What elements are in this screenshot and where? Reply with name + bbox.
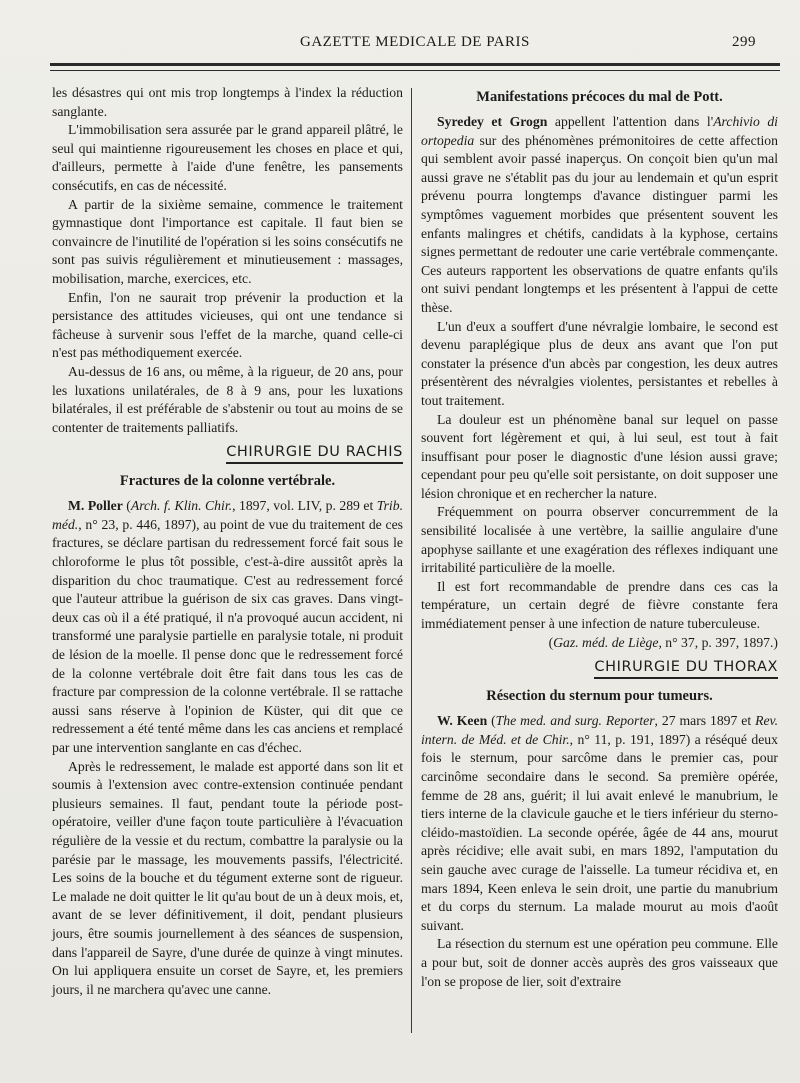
paragraph: Au-dessus de 16 ans, ou même, à la rigueur, de 20 ans, pour les luxations unilatérales, de 8 à 9 ans, pour les luxations bilatérales, il est préférable de s'abstenir ou tout au moins de se contenter de traitements palliatifs. — [52, 363, 403, 435]
citation-text: , n° 37, p. 397, 1897.) — [658, 634, 778, 650]
left-column — [52, 84, 403, 999]
paragraph: La douleur est un phénomène banal sur lequel on passe souvent fort légèrement et qui, à lui seul, est tout à fait insuffisant pour poser le diagnostic d'une lésion aussi grave; cependant pour peu qu'elle soit persistante, on doit supposer une lésion chronique et en rechercher la nature. — [421, 411, 778, 501]
citation-text: , 1897, vol. LIV, p. 289 et — [232, 498, 377, 514]
paragraph: Il est fort recommandable de prendre dans ces cas la température, un certain degré de fièvre constante fera immédiatement penser à une infection de nature tuberculeuse. — [421, 578, 778, 632]
header-rule-thin — [50, 70, 780, 71]
journal-citation: Archivio di ortopedia — [421, 114, 778, 148]
page-number: 299 — [732, 34, 756, 50]
paragraph: les désastres qui ont mis trop longtemps à l'index la réduction sanglante. — [52, 85, 403, 119]
paragraph: Fréquemment on pourra observer concurremment de la sensibilité localisée à une vertèbre, la saillie angulaire d'une apophyse saillante et une exagération des réflexes indiquant une irritabilité particulière de la moelle. — [421, 504, 778, 576]
section-heading-rachis: CHIRURGIE DU RACHIS — [226, 443, 403, 464]
body-text: sur des phénomènes prémonitoires de cette affection qui semblent avoir passé inaperçus. On conçoit bien qu'un mal aussi grave ne s'établit pas du jour au lendemain et qu'un esprit prévenu pourra longtemps d'avance distinguer parmi les symptômes vaguement morbides que présentent souvent les enfants malingres et chétifs, candidats à la kyphose, certains signes permettant de redouter une carie vertébrale commençante. Ces auteurs rapportent les observations de quatre enfants qu'ils ont suivi pendant longtemps et les présentent à l'appui de cette thèse. — [421, 132, 778, 315]
paragraph: Enfin, l'on ne saurait trop prévenir la production et la persistance des attitudes vicieuses, qui ont une tendance si fâcheuse à survenir sous l'effet de la marche, quand celle-ci n'est pas méthodiquement exercée. — [52, 289, 403, 361]
journal-citation: The med. and surg. Reporter — [495, 713, 655, 729]
citation-text: , 27 mars 1897 et — [654, 713, 756, 729]
running-head — [0, 34, 800, 56]
journal-citation: Gaz. méd. de Liège — [553, 634, 659, 650]
journal-title: GAZETTE MEDICALE DE PARIS — [300, 34, 530, 50]
journal-citation: Arch. f. Klin. Chir. — [130, 498, 233, 514]
author-name: M. Poller — [68, 498, 123, 514]
author-name: Syredey et Grogn — [437, 114, 548, 129]
journal-citation: Rev. intern. de Méd. et de Chir. — [421, 713, 778, 747]
paragraph-keen: W. Keen (The med. and surg. Reporter, 27 mars 1897 et Rev. intern. de Méd. et de Chir., n° 11, p. 191, 1897) a réséqué deux fois le sternum, pour sarcôme dans le premier cas, pour carcinôme secondaire dans le second. Sa première opérée, femme de 28 ans, guérit; il lui avait enlevé le manubrium, le tiers interne de la clavicule gauche et le tiers inférieur du sterno-cléido-mastoïdien. La seconde opérée, âgée de 44 ans, mourut après récidive; elle avait subi, en mars 1892, l'amputation du sein gauche avec curage de l'aisselle. La tumeur récidiva et, en mars 1894, Keen enleva le sein droit, une partie du manubrium et du corps du sternum. La malade mourut au mois d'août suivant. — [421, 713, 778, 933]
section-heading-wrap — [421, 658, 778, 679]
paragraph-poller: M. Poller (Arch. f. Klin. Chir., 1897, vol. LIV, p. 289 et Trib. méd., n° 23, p. 446, 1897), au point de vue du traitement de ces fractures, se déclare partisan du redressement forcé fait sous le chloroforme le plus tôt possible, c'est-à-dire aussitôt après la disparition du choc traumatique. C'est au redressement forcé que l'auteur attribue la guérison de six cas graves. Dans vingt-deux cas où il a été pratiqué, il n'a provoqué aucun accident, ni transformé une paralysie partielle en paralysie totale, ni produit de lésion de la moelle. Il pense donc que le redressement forcé de la colonne vertébrale doit être fait dans tous les cas de fracture par compression de la colonne vertébrale. Il se rattache aussi sans réserve à l'opinion de Küster, qui dit que ce redressement a été tenté même dans les cas anciens et remplacé par une intervention sanglante en cas d'échec. — [52, 498, 403, 755]
header-rule-thick — [50, 63, 780, 66]
paragraph: Après le redressement, le malade est apporté dans son lit et soumis à l'extension avec contre-extension continuée pendant plusieurs semaines. Il faut, pendant toute la période post-opératoire, veiller d'une façon toute particulière à l'évacuation régulière de la vessie et du rectum, combattre la paralysie ou la parésie par le massage, les mouvements passifs, l'électricité. Les soins de la bouche et du tégument externe sont de rigueur. Le malade ne doit quitter le lit qu'au bout de un à deux mois, et, avant de se lever définitivement, il doit, pendant plusieurs jours, être soumis journellement à des séances de suspension, dans l'appareil de Sayre, d'une durée de quinze à vingt minutes. On lui appliquera ensuite un corset de Sayre, et, les premiers jours, il ne marchera qu'avec une canne. — [52, 758, 403, 997]
journal-citation: Trib. méd. — [52, 498, 403, 532]
article-heading-fractures: Fractures de la colonne vertébrale. — [119, 473, 336, 490]
article-heading-pott: Manifestations précoces du mal de Pott. — [476, 89, 723, 105]
reference-line: (Gaz. méd. de Liège, n° 37, p. 397, 1897.) — [548, 634, 778, 650]
section-heading-thorax: CHIRURGIE DU THORAX — [594, 658, 778, 679]
paragraph: A partir de la sixième semaine, commence le traitement gymnastique dont l'importance est capitale. Il faut bien se convaincre de l'inutilité de l'opération si les soins consécutifs ne sont pas suivis régulièrement et minutieusement : massages, mobilisation, marche, exercices, etc. — [52, 196, 403, 286]
right-column — [421, 84, 778, 991]
paragraph: La résection du sternum est une opération peu commune. Elle a pour but, soit de donner accès auprès des gros vaisseaux que l'on se propose de lier, soit d'extraire — [421, 936, 778, 989]
body-text: , n° 11, p. 191, 1897) a réséqué deux fois le sternum, pour sarcôme dans le premier cas, pour carcinôme secondaire dans le second. Sa première opérée, femme de 28 ans, guérit; il lui avait enlevé le manubrium, le tiers interne de la clavicule gauche et le tiers inférieur du sterno-cléido-mastoïdien. La seconde opérée, âgée de 44 ans, mourut après récidive; elle avait subi, en mars 1892, l'amputation du sein gauche avec curage de l'aisselle. La tumeur récidiva et, en mars 1894, Keen enleva le sein droit, une partie du manubrium et du corps du sternum. La malade mourut au mois d'août suivant. — [421, 731, 778, 933]
article-heading-sternum: Résection du sternum pour tumeurs. — [486, 688, 713, 705]
paragraph-syredey — [421, 113, 778, 318]
author-name: W. Keen — [437, 713, 488, 729]
paragraph: L'immobilisation sera assurée par le grand appareil plâtré, le seul qui maintienne rigoureusement les choses en place et qui, d'ailleurs, permette à l'aide d'une fenêtre, les pansements consécutifs, en cas de nécessité. — [52, 122, 403, 193]
column-divider — [411, 88, 412, 1033]
section-heading-wrap — [52, 443, 403, 464]
body-text: , n° 23, p. 446, 1897), au point de vue du traitement de ces fractures, se déclare partisan du redressement forcé fait sous le chloroforme le plus tôt possible, c'est-à-dire aussitôt après la disparition du choc traumatique. C'est au redressement forcé que l'auteur attribue la guérison de six cas graves. Dans vingt-deux cas où il a été pratiqué, il n'a provoqué aucun accident, ni transformé une paralysie partielle en paralysie totale, ni produit de lésion de la moelle. Il pense donc que le redressement forcé de la colonne vertébrale doit être fait dans tous les cas de fracture par compression de la colonne vertébrale. Il se rattache aussi sans réserve à l'opinion de Küster, qui dit que ce redressement a été tenté même dans les cas anciens et remplacé par une intervention sanglante en cas d'échec. — [52, 516, 403, 755]
paragraph: L'un d'eux a souffert d'une névralgie lombaire, le second est devenu paraplégique plus de deux ans avant que l'on put constater la présence d'un abcès par congestion, les deux autres présentèrent des névralgies violentes, persistantes et rebelles à tout traitement. — [421, 318, 778, 408]
body-text: appellent l'attention dans l' — [547, 114, 714, 129]
